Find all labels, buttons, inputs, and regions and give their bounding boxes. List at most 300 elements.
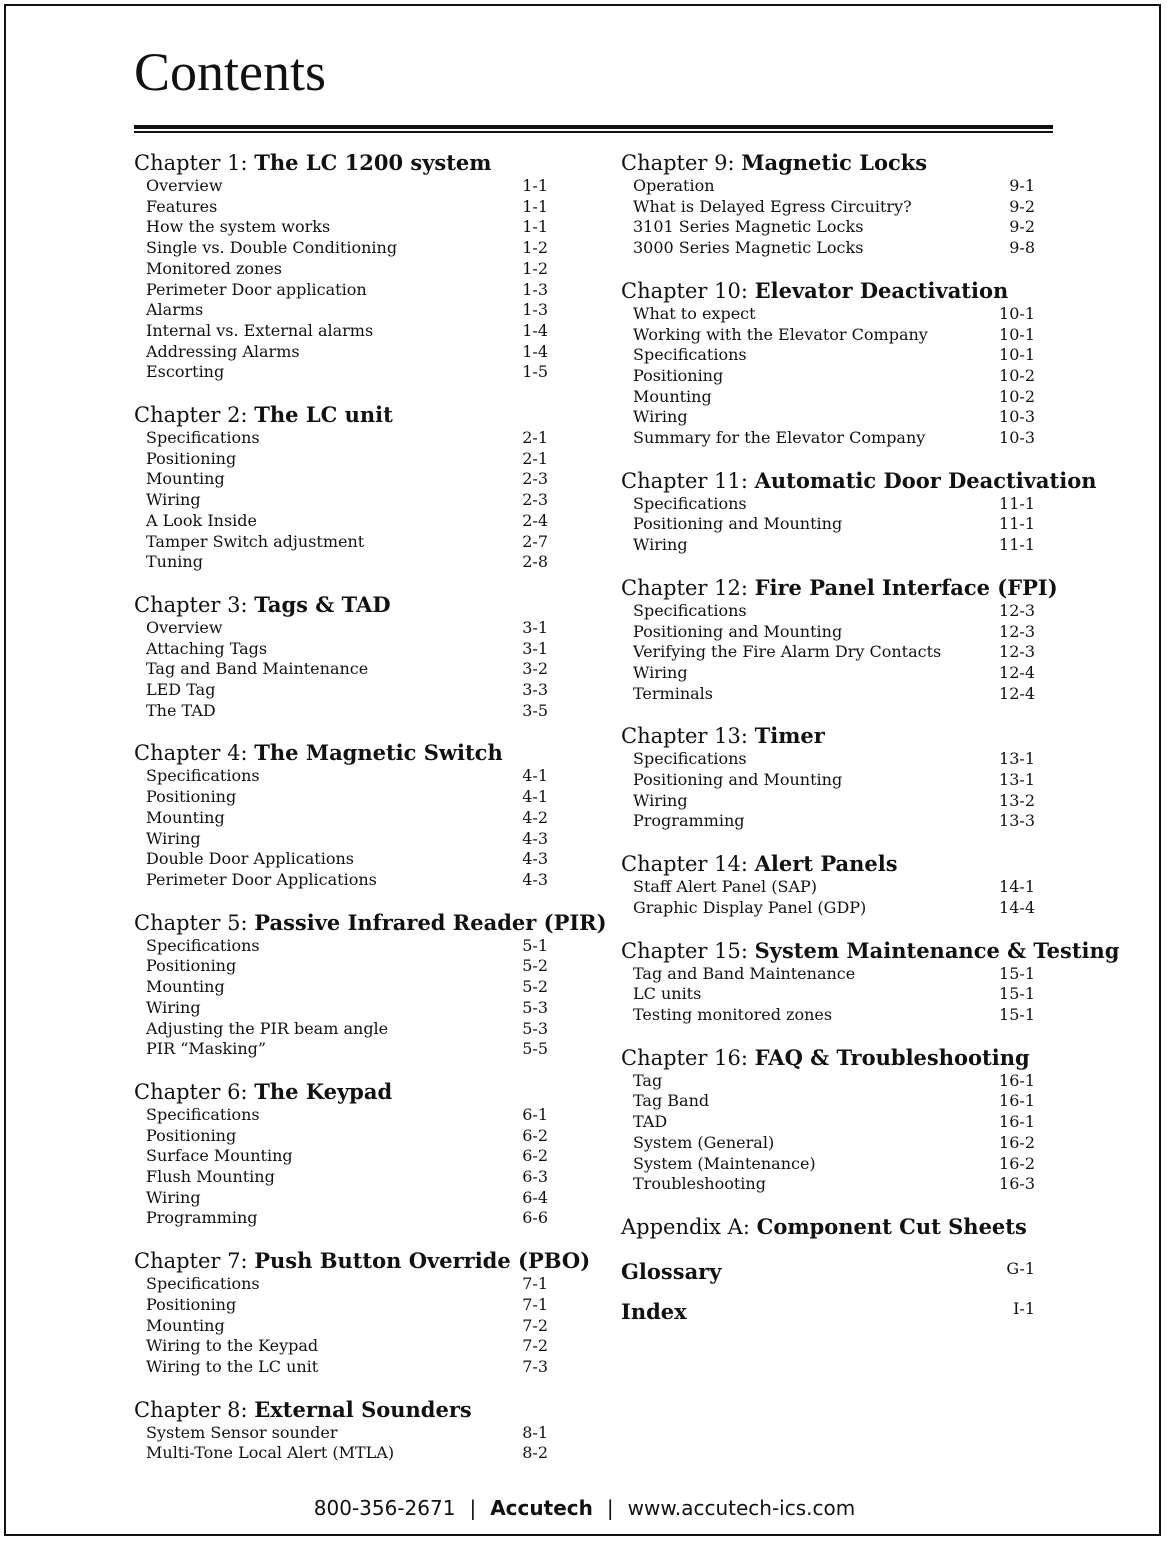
- toc-entry-label: What is Delayed Egress Circuitry?: [633, 196, 912, 216]
- footer-website[interactable]: www.accutech-ics.com: [627, 1496, 856, 1520]
- toc-entry-page: 3-1: [522, 638, 548, 658]
- chapter-name: Automatic Door Deactivation: [754, 467, 1097, 493]
- toc-entry-page: 15-1: [999, 984, 1035, 1004]
- toc-entry-label: Programming: [633, 811, 745, 831]
- toc-entry-page: 3-2: [522, 659, 548, 679]
- toc-entry[interactable]: [134, 787, 548, 808]
- title-rule-thick: [134, 125, 1053, 129]
- toc-entry-label: Troubleshooting: [633, 1174, 766, 1194]
- toc-entry-page: 16-2: [999, 1132, 1035, 1152]
- toc-entry-label: Programming: [146, 1208, 258, 1228]
- toc-entry-page: 5-2: [522, 956, 548, 976]
- toc-entry[interactable]: [621, 622, 1035, 643]
- toc-entry-page: 1-1: [522, 217, 548, 237]
- chapter-heading[interactable]: [621, 937, 1120, 964]
- toc-entry-label: Overview: [146, 176, 223, 195]
- footer-brand: Accutech: [490, 1496, 593, 1520]
- toc-entry[interactable]: [134, 1443, 548, 1464]
- toc-entry-page: 1-3: [522, 300, 548, 320]
- toc-entry[interactable]: [134, 1336, 548, 1357]
- toc-entry-label: Specifications: [146, 428, 260, 448]
- toc-entry-label: Operation: [633, 176, 715, 195]
- toc-entry-label: Single vs. Double Conditioning: [146, 238, 398, 258]
- toc-entry-page: 13-1: [999, 749, 1035, 769]
- toc-entry-page: 3-5: [522, 700, 548, 720]
- toc-entry-page: 1-5: [522, 362, 548, 382]
- toc-entry-page: 6-1: [522, 1104, 548, 1124]
- toc-entry[interactable]: [134, 870, 548, 891]
- toc-entry-page: 12-4: [999, 683, 1035, 703]
- footer-phone: 800-356-2671: [313, 1496, 456, 1520]
- chapter-number: Chapter 5:: [134, 910, 255, 935]
- toc-entry-page: 8-1: [522, 1422, 548, 1442]
- toc-entry-label: Mounting: [146, 469, 225, 489]
- standalone-label: Glossary: [621, 1258, 722, 1284]
- chapter-heading[interactable]: [621, 1045, 1035, 1071]
- toc-entry-page: 11-1: [999, 493, 1035, 513]
- toc-entry-page: 6-2: [522, 1125, 548, 1145]
- toc-entry-label: Mounting: [146, 807, 225, 827]
- toc-entry-page: 10-1: [999, 303, 1035, 323]
- toc-entry[interactable]: [134, 532, 548, 553]
- toc-entry[interactable]: [134, 956, 548, 977]
- toc-entry[interactable]: [134, 618, 548, 639]
- toc-entry-page: 4-1: [522, 787, 548, 807]
- chapter-name: The Magnetic Switch: [254, 740, 503, 766]
- toc-entry-label: Wiring: [146, 997, 201, 1017]
- chapter-heading[interactable]: [621, 150, 1035, 176]
- toc-entry-label: PIR “Masking”: [146, 1039, 267, 1059]
- toc-entry-label: Escorting: [146, 362, 225, 382]
- footer-separator: |: [469, 1496, 477, 1520]
- toc-entry-page: 10-1: [999, 345, 1035, 365]
- toc-entry-label: Wiring: [633, 790, 688, 810]
- toc-entry-page: 7-3: [522, 1356, 548, 1376]
- toc-entry-page: 1-1: [522, 196, 548, 216]
- toc-entry-page: 11-1: [999, 535, 1035, 555]
- toc-entry-label: 3101 Series Magnetic Locks: [633, 217, 864, 237]
- toc-entry-page: 2-1: [522, 428, 548, 448]
- toc-entry[interactable]: [621, 1112, 1035, 1133]
- toc-entry-page: 2-3: [522, 490, 548, 510]
- toc-entry[interactable]: [134, 449, 548, 470]
- toc-entry-page: 13-1: [999, 770, 1035, 790]
- toc-entry[interactable]: [621, 345, 1035, 366]
- chapter-name: The Keypad: [254, 1078, 393, 1104]
- toc-chapter: [621, 574, 1058, 705]
- toc-entry[interactable]: [621, 304, 1035, 325]
- toc-entry-label: LED Tag: [146, 680, 216, 700]
- toc-entry[interactable]: [621, 984, 1035, 1005]
- toc-entry-label: Surface Mounting: [146, 1146, 293, 1166]
- toc-entry[interactable]: [134, 998, 548, 1019]
- chapter-heading[interactable]: [134, 740, 548, 766]
- toc-entry[interactable]: [134, 639, 548, 660]
- toc-entry-page: 14-4: [999, 897, 1035, 917]
- chapter-number: Chapter 10:: [621, 278, 755, 303]
- toc-entry-page: 7-1: [522, 1274, 548, 1294]
- toc-entry[interactable]: [134, 680, 548, 701]
- toc-entry-page: 4-3: [522, 849, 548, 869]
- toc-entry-label: Wiring: [146, 828, 201, 848]
- toc-entry-label: Overview: [146, 617, 223, 637]
- toc-entry-label: Alarms: [146, 300, 204, 320]
- chapter-heading[interactable]: [621, 723, 1035, 749]
- toc-chapter: [621, 467, 1097, 556]
- toc-entry-label: Addressing Alarms: [146, 341, 300, 361]
- toc-entry[interactable]: [134, 936, 548, 957]
- toc-entry-page: 1-4: [522, 320, 548, 340]
- toc-entry-page: 6-6: [522, 1208, 548, 1228]
- toc-entry[interactable]: [621, 428, 1035, 449]
- toc-entry-page: 16-3: [999, 1174, 1035, 1194]
- toc-entry-label: Flush Mounting: [146, 1167, 275, 1187]
- chapter-name: System Maintenance & Testing: [754, 937, 1120, 963]
- toc-entry-page: 5-3: [522, 997, 548, 1017]
- toc-entry-label: The TAD: [146, 700, 216, 720]
- toc-entry-label: Wiring: [633, 662, 688, 682]
- toc-entry-page: 12-3: [999, 600, 1035, 620]
- toc-entry-page: 16-1: [999, 1112, 1035, 1132]
- toc-entry[interactable]: [134, 342, 548, 363]
- toc-entry[interactable]: [621, 407, 1035, 428]
- chapter-name: External Sounders: [254, 1396, 472, 1422]
- toc-entry-label: Features: [146, 196, 218, 216]
- toc-entry[interactable]: [134, 1274, 548, 1295]
- toc-entry[interactable]: [134, 1167, 548, 1188]
- title-rule-thin: [134, 131, 1053, 133]
- page-title: Contents: [134, 42, 327, 102]
- toc-entry[interactable]: [134, 552, 548, 573]
- toc-entry-label: Summary for the Elevator Company: [633, 428, 926, 448]
- page-footer: [0, 1496, 1169, 1520]
- toc-entry[interactable]: [134, 511, 548, 532]
- toc-entry[interactable]: [621, 514, 1035, 535]
- toc-entry[interactable]: [621, 1091, 1035, 1112]
- toc-entry-label: Terminals: [633, 683, 714, 703]
- toc-entry[interactable]: [621, 535, 1035, 556]
- toc-entry-label: Wiring: [633, 535, 688, 555]
- toc-entry[interactable]: [134, 1357, 548, 1378]
- toc-entry[interactable]: [134, 766, 548, 787]
- toc-entry-label: Mounting: [633, 386, 712, 406]
- toc-entry-label: Positioning: [146, 1294, 237, 1314]
- toc-entry-page: 10-1: [999, 324, 1035, 344]
- toc-entry[interactable]: [621, 387, 1035, 408]
- chapter-name: The LC unit: [254, 402, 393, 428]
- toc-entry[interactable]: [134, 321, 548, 342]
- toc-entry[interactable]: [621, 325, 1035, 346]
- chapter-heading[interactable]: [134, 1248, 591, 1274]
- toc-entry-label: Positioning: [146, 1125, 237, 1145]
- toc-entry-label: Perimeter Door application: [146, 279, 367, 299]
- footer-separator: |: [606, 1496, 614, 1520]
- chapter-name: Passive Infrared Reader (PIR): [254, 909, 607, 935]
- chapter-heading[interactable]: [621, 574, 1058, 601]
- toc-entry-page: 1-3: [522, 279, 548, 299]
- toc-entry-label: Staff Alert Panel (SAP): [633, 877, 818, 897]
- toc-entry-page: 1-1: [522, 176, 548, 195]
- toc-entry[interactable]: [621, 366, 1035, 387]
- toc-entry-page: 8-2: [522, 1443, 548, 1463]
- toc-entry-label: System (Maintenance): [633, 1153, 816, 1173]
- chapter-heading[interactable]: [134, 150, 548, 176]
- toc-entry[interactable]: [134, 1423, 548, 1444]
- toc-chapter: [621, 278, 1035, 449]
- toc-entry[interactable]: [134, 977, 548, 998]
- toc-entry-page: 2-3: [522, 469, 548, 489]
- chapter-heading[interactable]: [134, 592, 548, 618]
- toc-entry-label: Internal vs. External alarms: [146, 320, 374, 340]
- chapter-number: Chapter 8:: [134, 1397, 255, 1422]
- toc-chapter: [621, 1214, 1035, 1240]
- toc-chapter: [134, 1397, 548, 1464]
- toc-entry-label: Specifications: [146, 1274, 260, 1294]
- chapter-name: The LC 1200 system: [254, 150, 492, 175]
- toc-entry-label: Positioning: [146, 956, 237, 976]
- toc-entry[interactable]: [134, 1039, 548, 1060]
- toc-entry[interactable]: [621, 176, 1035, 197]
- chapter-number: Chapter 9:: [621, 151, 742, 175]
- toc-entry-page: 2-4: [522, 510, 548, 530]
- toc-entry[interactable]: [134, 1208, 548, 1229]
- toc-entry-label: Wiring: [146, 1187, 201, 1207]
- toc-entry-label: Wiring to the Keypad: [146, 1336, 319, 1356]
- toc-chapter: [134, 1248, 591, 1378]
- toc-entry-label: Graphic Display Panel (GDP): [633, 897, 867, 917]
- toc-entry-label: Tag and Band Maintenance: [146, 659, 369, 679]
- toc-entry-label: Positioning and Mounting: [633, 514, 843, 534]
- toc-entry[interactable]: [621, 877, 1035, 898]
- toc-entry[interactable]: [134, 1146, 548, 1167]
- chapter-heading[interactable]: [621, 278, 1035, 304]
- chapter-heading[interactable]: [621, 467, 1097, 494]
- chapter-number: Chapter 2:: [134, 403, 255, 428]
- toc-entry-page: 10-2: [999, 386, 1035, 406]
- toc-entry-page: 15-1: [999, 1004, 1035, 1024]
- chapter-number: Chapter 7:: [134, 1249, 255, 1274]
- toc-entry[interactable]: [134, 849, 548, 870]
- chapter-number: Chapter 12:: [621, 575, 755, 600]
- toc-entry-label: Positioning: [146, 448, 237, 468]
- toc-entry[interactable]: [621, 791, 1035, 812]
- toc-entry-page: 7-1: [522, 1294, 548, 1314]
- toc-entry-page: 9-1: [1009, 176, 1035, 195]
- toc-chapter: [621, 1045, 1035, 1195]
- toc-entry[interactable]: [621, 1133, 1035, 1154]
- toc-entry[interactable]: [621, 684, 1035, 705]
- toc-entry-label: Working with the Elevator Company: [633, 324, 928, 344]
- toc-entry[interactable]: [134, 659, 548, 680]
- toc-entry[interactable]: [621, 238, 1035, 259]
- toc-entry[interactable]: [134, 701, 548, 722]
- toc-entry-label: Tag Band: [633, 1091, 710, 1111]
- chapter-number: Chapter 15:: [621, 938, 755, 963]
- toc-entry-label: Perimeter Door Applications: [146, 869, 377, 889]
- toc-entry[interactable]: [134, 176, 548, 197]
- chapter-number: Chapter 3:: [134, 592, 255, 617]
- toc-entry-label: Tamper Switch adjustment: [146, 531, 365, 551]
- toc-entry-label: Specifications: [146, 1104, 260, 1124]
- toc-entry-page: 10-3: [999, 407, 1035, 427]
- toc-entry-page: 1-2: [522, 238, 548, 258]
- toc-entry-page: 2-7: [522, 531, 548, 551]
- toc-entry-label: Attaching Tags: [146, 638, 268, 658]
- toc-entry-page: 12-3: [999, 621, 1035, 641]
- toc-standalone-entry[interactable]: [621, 1299, 1035, 1325]
- toc-entry[interactable]: [134, 217, 548, 238]
- toc-entry[interactable]: [134, 808, 548, 829]
- toc-entry[interactable]: [134, 1316, 548, 1337]
- toc-entry[interactable]: [134, 469, 548, 490]
- toc-entry[interactable]: [621, 1071, 1035, 1092]
- toc-entry-label: How the system works: [146, 217, 331, 237]
- toc-entry-label: LC units: [633, 984, 702, 1004]
- toc-entry-label: Verifying the Fire Alarm Dry Contacts: [633, 642, 942, 662]
- toc-entry-page: 6-4: [522, 1187, 548, 1207]
- toc-entry-page: 1-2: [522, 258, 548, 278]
- toc-entry[interactable]: [621, 811, 1035, 832]
- toc-entry[interactable]: [134, 428, 548, 449]
- toc-entry-label: Adjusting the PIR beam angle: [146, 1018, 389, 1038]
- toc-entry[interactable]: [134, 197, 548, 218]
- toc-entry-label: Positioning: [633, 365, 724, 385]
- toc-entry[interactable]: [134, 300, 548, 321]
- toc-entry-page: 7-2: [522, 1336, 548, 1356]
- toc-entry-label: Specifications: [633, 749, 747, 769]
- toc-entry[interactable]: [134, 238, 548, 259]
- toc-entry-page: 2-8: [522, 552, 548, 572]
- chapter-heading[interactable]: [134, 1397, 548, 1423]
- toc-entry[interactable]: [621, 601, 1035, 622]
- chapter-heading[interactable]: [621, 1214, 1035, 1240]
- toc-entry[interactable]: [621, 217, 1035, 238]
- chapter-name: FAQ & Troubleshooting: [754, 1044, 1030, 1070]
- toc-entry-label: Wiring: [146, 490, 201, 510]
- toc-entry-page: 10-2: [999, 365, 1035, 385]
- toc-entry-label: Tuning: [146, 552, 203, 572]
- toc-entry[interactable]: [621, 663, 1035, 684]
- chapter-heading[interactable]: [134, 909, 607, 936]
- chapter-number: Chapter 4:: [134, 741, 255, 766]
- chapter-name: Alert Panels: [754, 851, 898, 877]
- toc-entry-label: Positioning and Mounting: [633, 621, 843, 641]
- toc-entry[interactable]: [134, 259, 548, 280]
- toc-entry[interactable]: [621, 770, 1035, 791]
- toc-chapter: [621, 851, 1035, 918]
- toc-entry[interactable]: [621, 749, 1035, 770]
- chapter-number: Chapter 13:: [621, 724, 755, 749]
- toc-entry-label: A Look Inside: [146, 510, 257, 530]
- toc-entry-page: 11-1: [999, 514, 1035, 534]
- toc-entry-page: 3-1: [522, 617, 548, 637]
- toc-entry-label: Specifications: [146, 766, 260, 786]
- toc-entry-label: Mounting: [146, 977, 225, 997]
- toc-entry-label: Positioning: [146, 787, 237, 807]
- toc-entry[interactable]: [134, 1105, 548, 1126]
- toc-entry-label: Specifications: [146, 935, 260, 955]
- chapter-heading[interactable]: [134, 1079, 548, 1105]
- toc-entry-label: Monitored zones: [146, 258, 282, 278]
- standalone-page: I-1: [1013, 1298, 1035, 1318]
- toc-entry-label: What to expect: [633, 303, 756, 323]
- toc-entry-page: 9-2: [1009, 196, 1035, 216]
- chapter-number: Chapter 11:: [621, 468, 755, 493]
- chapter-number: Appendix A:: [621, 1214, 757, 1239]
- toc-chapter: [621, 150, 1035, 259]
- toc-entry-label: Mounting: [146, 1315, 225, 1335]
- toc-chapter: [134, 1079, 548, 1229]
- chapter-name: Magnetic Locks: [741, 150, 928, 175]
- toc-entry-page: 9-8: [1009, 238, 1035, 258]
- toc-chapter: [134, 740, 548, 890]
- toc-entry[interactable]: [621, 494, 1035, 515]
- toc-entry-page: 4-1: [522, 766, 548, 786]
- standalone-label: Index: [621, 1298, 687, 1324]
- toc-entry[interactable]: [621, 197, 1035, 218]
- chapter-name: Tags & TAD: [254, 591, 391, 617]
- toc-entry-page: 13-2: [999, 790, 1035, 810]
- toc-entry-label: TAD: [633, 1112, 668, 1132]
- toc-entry-page: 14-1: [999, 877, 1035, 897]
- toc-entry[interactable]: [134, 362, 548, 383]
- toc-entry-page: 12-4: [999, 662, 1035, 682]
- toc-entry-page: 6-2: [522, 1146, 548, 1166]
- toc-entry-label: Wiring to the LC unit: [146, 1356, 319, 1376]
- toc-left-column: [134, 150, 607, 1483]
- toc-entry-label: Specifications: [633, 600, 747, 620]
- toc-entry-page: 4-3: [522, 869, 548, 889]
- toc-entry[interactable]: [621, 642, 1035, 663]
- toc-entry[interactable]: [621, 1154, 1035, 1175]
- toc-entry[interactable]: [621, 898, 1035, 919]
- chapter-heading[interactable]: [621, 851, 1035, 877]
- toc-entry[interactable]: [134, 1188, 548, 1209]
- toc-entry-page: 9-2: [1009, 217, 1035, 237]
- toc-entry[interactable]: [134, 490, 548, 511]
- toc-entry-label: Specifications: [633, 345, 747, 365]
- toc-entry[interactable]: [134, 1019, 548, 1040]
- toc-chapter: [621, 937, 1120, 1026]
- chapter-name: Elevator Deactivation: [754, 277, 1009, 303]
- chapter-number: Chapter 14:: [621, 852, 755, 877]
- toc-entry-page: 15-1: [999, 963, 1035, 983]
- toc-entry[interactable]: [134, 829, 548, 850]
- toc-entry-label: Double Door Applications: [146, 849, 354, 869]
- toc-entry-label: Testing monitored zones: [633, 1004, 833, 1024]
- toc-entry[interactable]: [134, 1126, 548, 1147]
- toc-chapter: [134, 592, 548, 722]
- chapter-number: Chapter 6:: [134, 1079, 255, 1104]
- toc-entry[interactable]: [621, 964, 1035, 985]
- toc-entry[interactable]: [134, 1295, 548, 1316]
- toc-entry-page: 3-3: [522, 680, 548, 700]
- toc-standalone-entry[interactable]: [621, 1259, 1035, 1285]
- toc-entry-page: 5-5: [522, 1039, 548, 1059]
- standalone-page: G-1: [1006, 1258, 1035, 1278]
- toc-entry-label: System Sensor sounder: [146, 1422, 338, 1442]
- toc-right-column: [621, 150, 1120, 1339]
- toc-entry-page: 4-3: [522, 828, 548, 848]
- toc-entry[interactable]: [134, 280, 548, 301]
- toc-entry[interactable]: [621, 1005, 1035, 1026]
- toc-entry-page: 1-4: [522, 341, 548, 361]
- chapter-heading[interactable]: [134, 402, 548, 428]
- chapter-name: Timer: [754, 723, 825, 749]
- toc-entry[interactable]: [621, 1174, 1035, 1195]
- chapter-number: Chapter 1:: [134, 151, 255, 175]
- toc-entry-page: 4-2: [522, 807, 548, 827]
